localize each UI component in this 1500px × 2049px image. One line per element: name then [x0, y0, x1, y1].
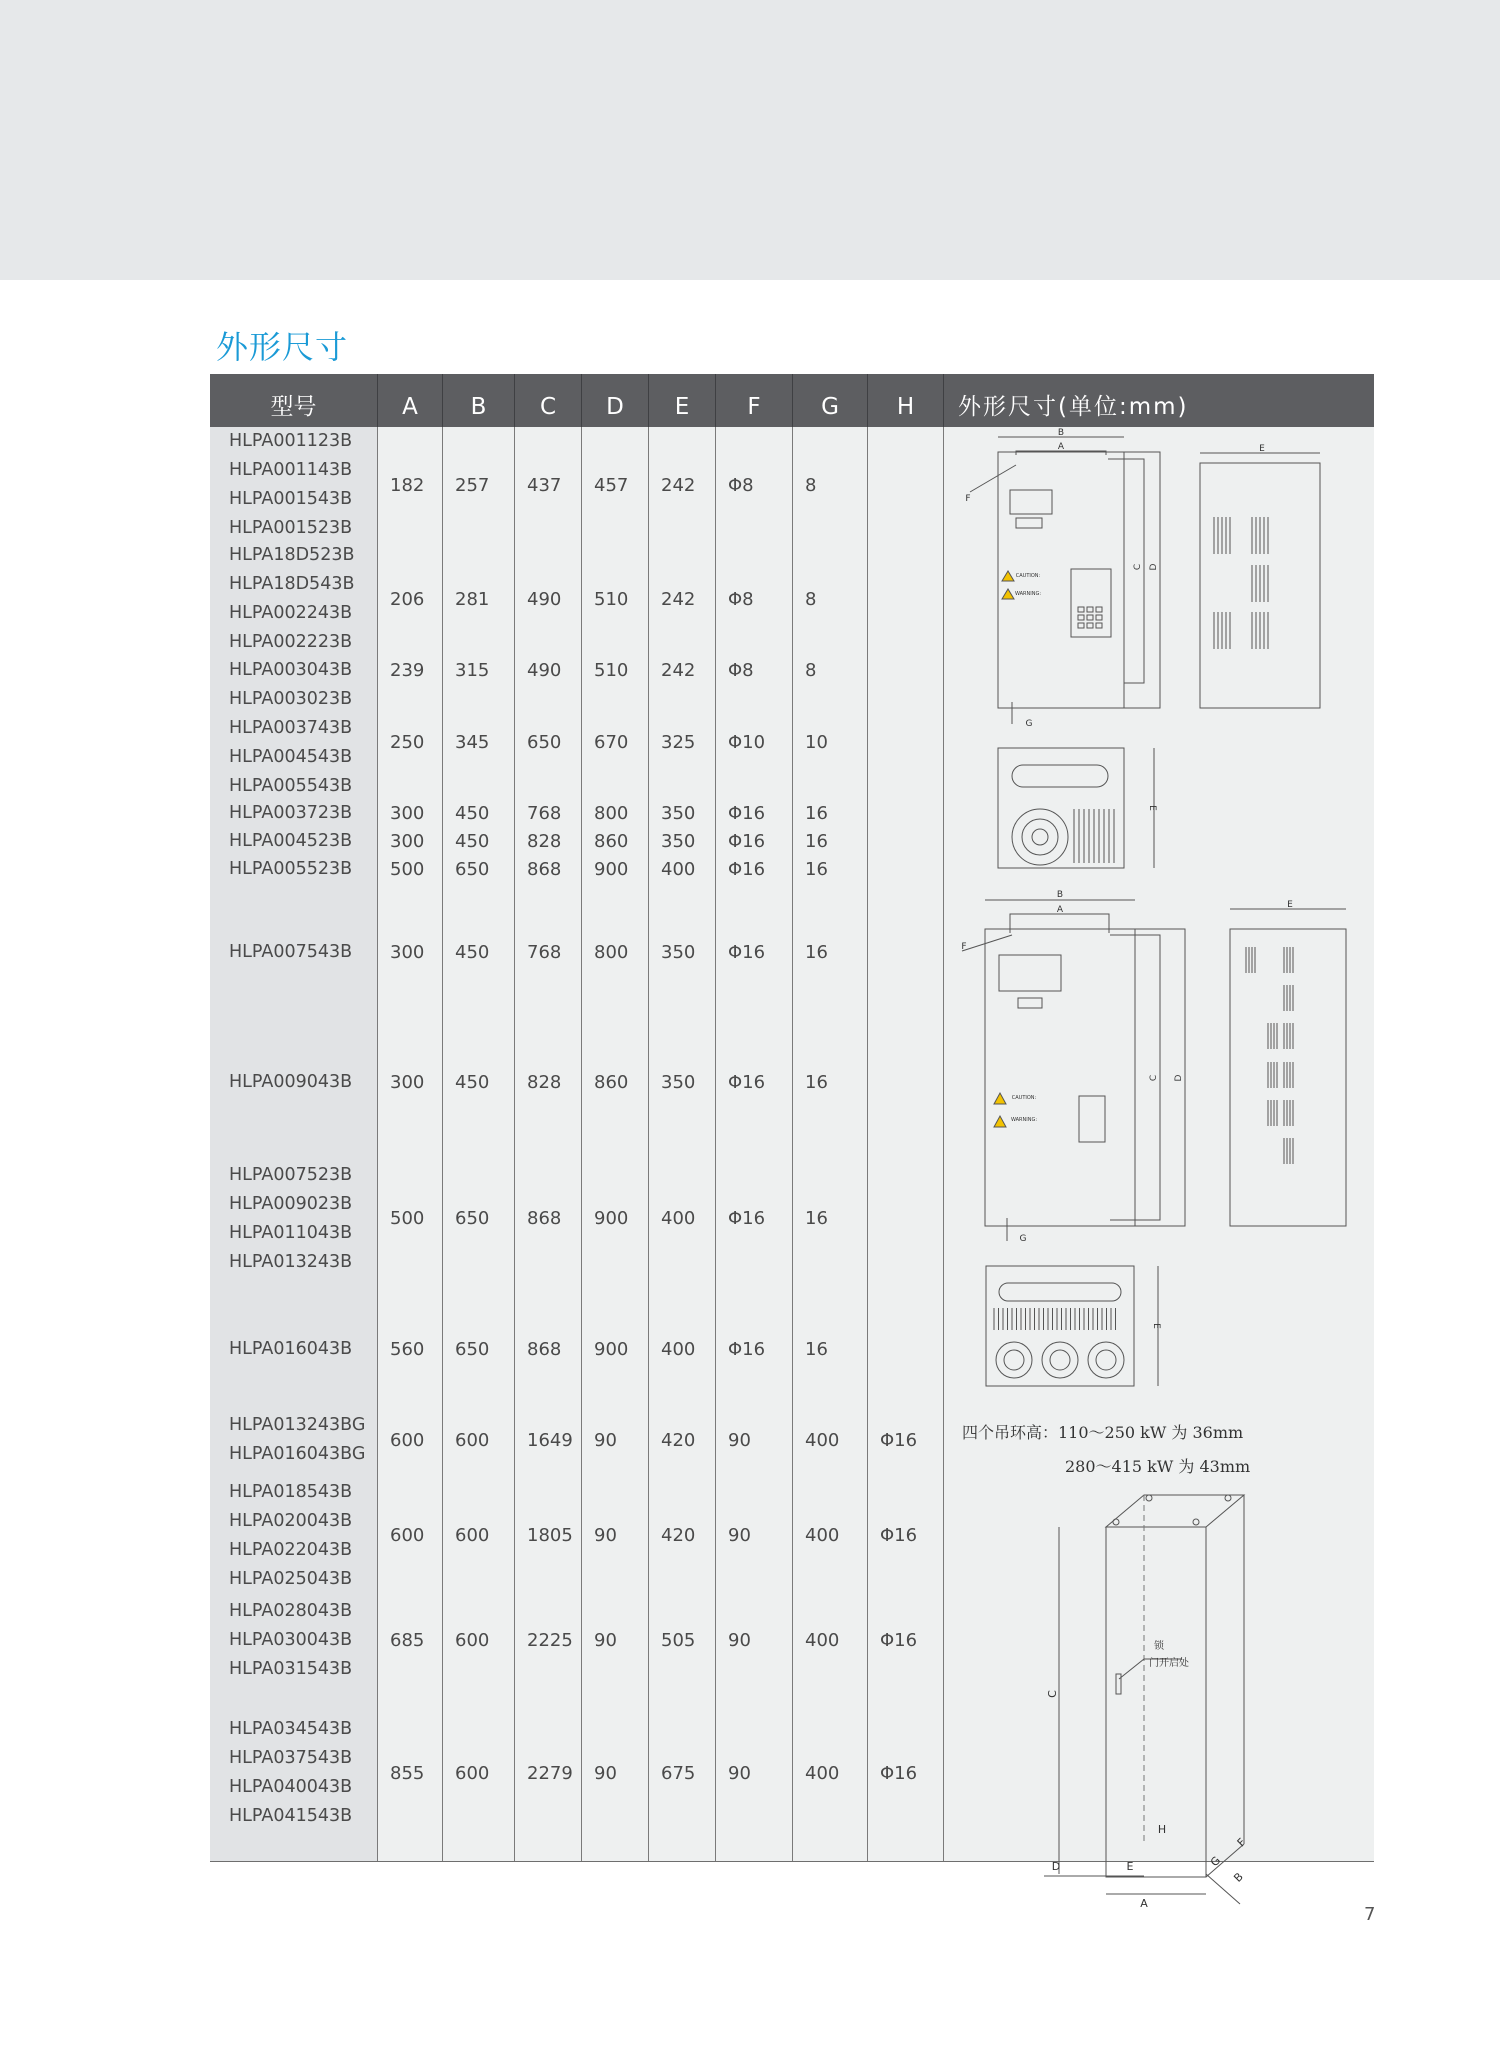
value-e: 350 — [649, 883, 716, 1021]
dim-f-label: F — [961, 942, 967, 952]
value-f: 90 — [716, 1685, 793, 1861]
model-name: HLPA002223B — [229, 632, 353, 652]
value-h — [868, 827, 944, 855]
value-a: 300 — [378, 1021, 443, 1143]
table-header — [210, 374, 1374, 427]
value-b: 345 — [443, 686, 515, 799]
bottom-view — [998, 748, 1157, 868]
dim-d-label: D — [1174, 1074, 1184, 1082]
value-a: 500 — [378, 855, 443, 883]
dim-a-label: A — [1056, 905, 1064, 915]
value-b: 315 — [443, 655, 515, 686]
value-f: Φ16 — [716, 883, 793, 1021]
value-c: 2279 — [515, 1685, 582, 1861]
value-b: 450 — [443, 799, 515, 827]
cabinet-top — [1106, 1495, 1244, 1527]
dim-e2-label: E — [1147, 805, 1157, 811]
label-plate — [1016, 518, 1042, 528]
value-d: 510 — [582, 655, 649, 686]
value-d: 860 — [582, 827, 649, 855]
value-c: 2225 — [515, 1595, 582, 1685]
value-e: 420 — [649, 1404, 716, 1476]
value-a: 560 — [378, 1294, 443, 1404]
value-d: 900 — [582, 1294, 649, 1404]
value-c: 828 — [515, 827, 582, 855]
model-cell — [210, 1595, 378, 1685]
keypad-key — [1096, 615, 1102, 620]
value-d: 800 — [582, 799, 649, 827]
front-view — [965, 428, 1160, 729]
keypad-key — [1096, 623, 1102, 628]
value-d: 90 — [582, 1404, 649, 1476]
model-cell — [210, 543, 378, 655]
model-name: HLPA013243B — [229, 1251, 353, 1272]
model-name: HLPA004543B — [229, 746, 353, 767]
value-a: 300 — [378, 799, 443, 827]
value-e: 400 — [649, 855, 716, 883]
model-cell — [210, 1685, 378, 1861]
value-d: 860 — [582, 1021, 649, 1143]
model-cell — [210, 1476, 378, 1595]
header-a: A — [378, 374, 443, 427]
page-number: 7 — [1364, 1904, 1376, 1925]
value-f: Φ16 — [716, 799, 793, 827]
dim-b-label: B — [1231, 1870, 1246, 1885]
dim-e-label: E — [1259, 444, 1265, 454]
header-b: B — [443, 374, 515, 427]
dim-a-label: A — [1140, 1897, 1148, 1910]
warning-text: WARNING: — [1014, 591, 1042, 597]
row-divider — [210, 1861, 1374, 1862]
value-e: 350 — [649, 827, 716, 855]
value-h — [868, 1021, 944, 1143]
model-cell — [210, 1294, 378, 1404]
model-cell — [210, 686, 378, 799]
value-g: 400 — [793, 1595, 868, 1685]
value-h: Φ16 — [868, 1685, 944, 1861]
value-c: 828 — [515, 1021, 582, 1143]
lifting-ring-icon — [1225, 1495, 1231, 1501]
value-e: 400 — [649, 1294, 716, 1404]
value-h: Φ16 — [868, 1404, 944, 1476]
dim-c-label: C — [1046, 1690, 1059, 1698]
model-name: HLPA005523B — [229, 858, 353, 879]
value-e: 325 — [649, 686, 716, 799]
keypad-key — [1078, 623, 1084, 628]
fan-hub — [1032, 829, 1048, 845]
value-a: 300 — [378, 827, 443, 855]
dim-f-line — [962, 935, 1012, 951]
value-h — [868, 427, 944, 543]
value-c: 868 — [515, 1143, 582, 1294]
lifting-ring-icon — [1193, 1519, 1199, 1525]
value-f: Φ8 — [716, 543, 793, 655]
fan-ring — [1096, 1350, 1116, 1370]
model-cell — [210, 827, 378, 855]
dim-d-label: D — [1149, 563, 1159, 571]
value-f: Φ8 — [716, 655, 793, 686]
value-c: 490 — [515, 543, 582, 655]
caution-icon — [994, 1093, 1006, 1104]
drawing-small-inverter — [944, 427, 1374, 883]
model-name: HLPA022043B — [229, 1539, 353, 1560]
value-e: 350 — [649, 1021, 716, 1143]
dim-e-label: E — [1126, 1860, 1134, 1873]
model-name: HLPA037543B — [229, 1748, 353, 1768]
value-c: 1805 — [515, 1476, 582, 1595]
value-h — [868, 1294, 944, 1404]
value-d: 800 — [582, 883, 649, 1021]
model-name: HLPA002243B — [229, 603, 353, 623]
dim-d-line — [1124, 452, 1160, 708]
lock-label: 锁 — [1154, 1641, 1164, 1652]
value-e: 242 — [649, 543, 716, 655]
value-f: 90 — [716, 1595, 793, 1685]
value-f: Φ16 — [716, 827, 793, 855]
value-h — [868, 543, 944, 655]
warning-icon — [994, 1116, 1006, 1127]
fan-ring — [1004, 1350, 1024, 1370]
model-name: HLPA034543B — [229, 1719, 353, 1739]
dim-g-label: G — [1025, 719, 1033, 729]
dim-a-label: A — [1057, 442, 1065, 452]
header-e: E — [649, 374, 716, 427]
value-g: 16 — [793, 883, 868, 1021]
value-f: 90 — [716, 1404, 793, 1476]
dim-g-label: G — [1019, 1234, 1027, 1244]
value-b: 600 — [443, 1685, 515, 1861]
value-d: 900 — [582, 1143, 649, 1294]
value-a: 600 — [378, 1404, 443, 1476]
value-f: Φ16 — [716, 855, 793, 883]
lifting-ring-icon — [1146, 1495, 1152, 1501]
value-d: 90 — [582, 1595, 649, 1685]
value-d: 900 — [582, 855, 649, 883]
value-c: 437 — [515, 427, 582, 543]
model-cell — [210, 427, 378, 543]
dim-f-line — [970, 465, 1016, 492]
lifting-ring-icon — [1113, 1519, 1119, 1525]
value-c: 868 — [515, 855, 582, 883]
value-a: 250 — [378, 686, 443, 799]
model-name: HLPA011043B — [229, 1222, 353, 1243]
dim-b-label: B — [1056, 890, 1064, 900]
value-h — [868, 686, 944, 799]
value-e: 242 — [649, 427, 716, 543]
display-window — [1010, 490, 1052, 514]
value-e: 420 — [649, 1476, 716, 1595]
dim-h-label: H — [1157, 1823, 1167, 1836]
model-name: HLPA031543B — [229, 1658, 353, 1679]
value-d: 670 — [582, 686, 649, 799]
value-g: 8 — [793, 543, 868, 655]
side-view — [1200, 444, 1320, 708]
value-c: 768 — [515, 799, 582, 827]
warning-text: WARNING: — [1010, 1117, 1038, 1123]
fan-icon — [1012, 809, 1068, 865]
model-cell — [210, 655, 378, 686]
value-b: 257 — [443, 427, 515, 543]
lock-icon — [1116, 1674, 1121, 1694]
model-name: HLPA003743B — [229, 717, 353, 738]
keypad-window — [1079, 1096, 1105, 1142]
value-b: 600 — [443, 1404, 515, 1476]
model-name: HLPA18D523B — [229, 545, 355, 565]
fan-ring — [1022, 819, 1058, 855]
lifting-ring-note-2: 280～415 kW 为 43mm — [1065, 1457, 1251, 1476]
cable-opening — [999, 1283, 1121, 1301]
model-name: HLPA18D543B — [229, 574, 355, 594]
model-name: HLPA009043B — [229, 1071, 353, 1092]
dim-e-label: E — [1287, 900, 1293, 910]
value-d: 510 — [582, 543, 649, 655]
model-name: HLPA003043B — [229, 660, 353, 680]
side-view — [1230, 900, 1346, 1226]
value-b: 450 — [443, 883, 515, 1021]
model-name: HLPA028043B — [229, 1600, 353, 1621]
caution-text: CAUTION: — [1015, 573, 1041, 579]
value-f: Φ16 — [716, 1021, 793, 1143]
keypad-key — [1087, 615, 1093, 620]
header-d: D — [582, 374, 649, 427]
model-name: HLPA001523B — [229, 518, 353, 538]
model-name: HLPA001123B — [229, 431, 353, 451]
keypad-key — [1078, 615, 1084, 620]
dim-b-label: B — [1057, 428, 1065, 438]
value-a: 239 — [378, 655, 443, 686]
top-band — [0, 0, 1500, 280]
model-name: HLPA005543B — [229, 775, 353, 796]
keypad-key — [1087, 623, 1093, 628]
value-g: 16 — [793, 799, 868, 827]
value-d: 90 — [582, 1685, 649, 1861]
value-e: 505 — [649, 1595, 716, 1685]
lifting-ring-note-1: 四个吊环高：110～250 kW 为 36mm — [962, 1423, 1244, 1442]
value-b: 281 — [443, 543, 515, 655]
dim-c-label: C — [1133, 563, 1143, 571]
value-e: 242 — [649, 655, 716, 686]
value-a: 855 — [378, 1685, 443, 1861]
value-g: 8 — [793, 655, 868, 686]
value-d: 457 — [582, 427, 649, 543]
value-g: 10 — [793, 686, 868, 799]
model-name: HLPA007523B — [229, 1164, 353, 1185]
front-body — [985, 929, 1135, 1226]
value-h — [868, 1143, 944, 1294]
fan-icon — [1088, 1342, 1124, 1378]
value-h: Φ16 — [868, 1595, 944, 1685]
keypad-key — [1096, 607, 1102, 612]
front-view — [961, 890, 1185, 1244]
side-body — [1230, 929, 1346, 1226]
value-h — [868, 799, 944, 827]
dim-f-label: F — [965, 494, 971, 504]
value-a: 600 — [378, 1476, 443, 1595]
display-window — [999, 955, 1061, 991]
value-h — [868, 855, 944, 883]
value-g: 400 — [793, 1685, 868, 1861]
value-c: 650 — [515, 686, 582, 799]
value-g: 16 — [793, 1021, 868, 1143]
model-cell — [210, 855, 378, 883]
header-drawing: 外形尺寸(单位:mm) — [958, 394, 1189, 420]
drawing-medium-inverter-svg — [944, 883, 1374, 1404]
model-name: HLPA030043B — [229, 1629, 353, 1650]
value-a: 182 — [378, 427, 443, 543]
value-e: 400 — [649, 1143, 716, 1294]
model-name: HLPA003023B — [229, 688, 353, 709]
model-name: HLPA016043BG — [229, 1444, 366, 1464]
cabinet-view — [1044, 1495, 1248, 1910]
dim-f-label: F — [1234, 1835, 1249, 1850]
value-c: 490 — [515, 655, 582, 686]
page-title: 外形尺寸 — [216, 328, 349, 366]
value-b: 650 — [443, 1294, 515, 1404]
model-name: HLPA001143B — [229, 460, 353, 480]
value-f: Φ10 — [716, 686, 793, 799]
dim-c-label: C — [1149, 1074, 1159, 1082]
value-d: 90 — [582, 1476, 649, 1595]
model-name: HLPA016043B — [229, 1338, 353, 1359]
dim-a-line — [1010, 914, 1109, 933]
value-f: Φ16 — [716, 1294, 793, 1404]
header-h: H — [868, 374, 944, 427]
bottom-body — [998, 748, 1124, 868]
value-a: 500 — [378, 1143, 443, 1294]
value-h: Φ16 — [868, 1476, 944, 1595]
bottom-view — [986, 1266, 1161, 1386]
fan-icon — [1042, 1342, 1078, 1378]
value-b: 600 — [443, 1476, 515, 1595]
value-h — [868, 655, 944, 686]
caution-icon — [1002, 571, 1014, 581]
model-cell — [210, 1021, 378, 1143]
value-g: 8 — [793, 427, 868, 543]
value-f: Φ16 — [716, 1143, 793, 1294]
model-name: HLPA004523B — [229, 830, 353, 851]
value-e: 350 — [649, 799, 716, 827]
keypad-key — [1087, 607, 1093, 612]
dim-d-label: D — [1051, 1860, 1061, 1873]
value-e: 675 — [649, 1685, 716, 1861]
model-name: HLPA041543B — [229, 1806, 353, 1826]
value-c: 768 — [515, 883, 582, 1021]
keypad — [1071, 569, 1111, 637]
model-cell — [210, 1404, 378, 1476]
cable-opening — [1012, 765, 1108, 787]
value-c: 1649 — [515, 1404, 582, 1476]
header-g: G — [793, 374, 868, 427]
drawing-small-inverter-svg — [944, 427, 1374, 883]
fan-icon — [996, 1342, 1032, 1378]
model-name: HLPA007543B — [229, 941, 353, 962]
value-f: 90 — [716, 1476, 793, 1595]
dim-g-label: G — [1207, 1853, 1224, 1870]
model-name: HLPA013243BG — [229, 1415, 366, 1435]
header-model: 型号 — [210, 374, 378, 427]
value-a: 206 — [378, 543, 443, 655]
fan-ring — [1050, 1350, 1070, 1370]
model-name: HLPA025043B — [229, 1568, 353, 1589]
label-plate — [1018, 998, 1042, 1008]
model-name: HLPA009023B — [229, 1193, 353, 1214]
value-g: 16 — [793, 1294, 868, 1404]
model-name: HLPA020043B — [229, 1510, 353, 1531]
value-b: 450 — [443, 827, 515, 855]
model-cell — [210, 799, 378, 827]
value-g: 400 — [793, 1404, 868, 1476]
model-name: HLPA040043B — [229, 1777, 353, 1797]
value-a: 300 — [378, 883, 443, 1021]
value-a: 685 — [378, 1595, 443, 1685]
value-b: 600 — [443, 1595, 515, 1685]
model-cell — [210, 1143, 378, 1294]
drawing-medium-inverter — [944, 883, 1374, 1404]
value-g: 16 — [793, 827, 868, 855]
model-name: HLPA001543B — [229, 489, 353, 509]
dim-e2-label: E — [1151, 1323, 1161, 1329]
keypad-key — [1078, 607, 1084, 612]
header-f: F — [716, 374, 793, 427]
header-c: C — [515, 374, 582, 427]
model-name: HLPA003723B — [229, 802, 353, 823]
caution-text: CAUTION: — [1011, 1095, 1037, 1101]
value-g: 16 — [793, 1143, 868, 1294]
value-h — [868, 883, 944, 1021]
model-cell — [210, 883, 378, 1021]
value-b: 450 — [443, 1021, 515, 1143]
cabinet-front — [1106, 1527, 1206, 1877]
value-g: 400 — [793, 1476, 868, 1595]
value-g: 16 — [793, 855, 868, 883]
door-open-label: 门开启处 — [1149, 1658, 1189, 1669]
warning-icon — [1002, 589, 1014, 599]
value-c: 868 — [515, 1294, 582, 1404]
model-name: HLPA018543B — [229, 1481, 353, 1502]
value-b: 650 — [443, 1143, 515, 1294]
value-f: Φ8 — [716, 427, 793, 543]
value-b: 650 — [443, 855, 515, 883]
